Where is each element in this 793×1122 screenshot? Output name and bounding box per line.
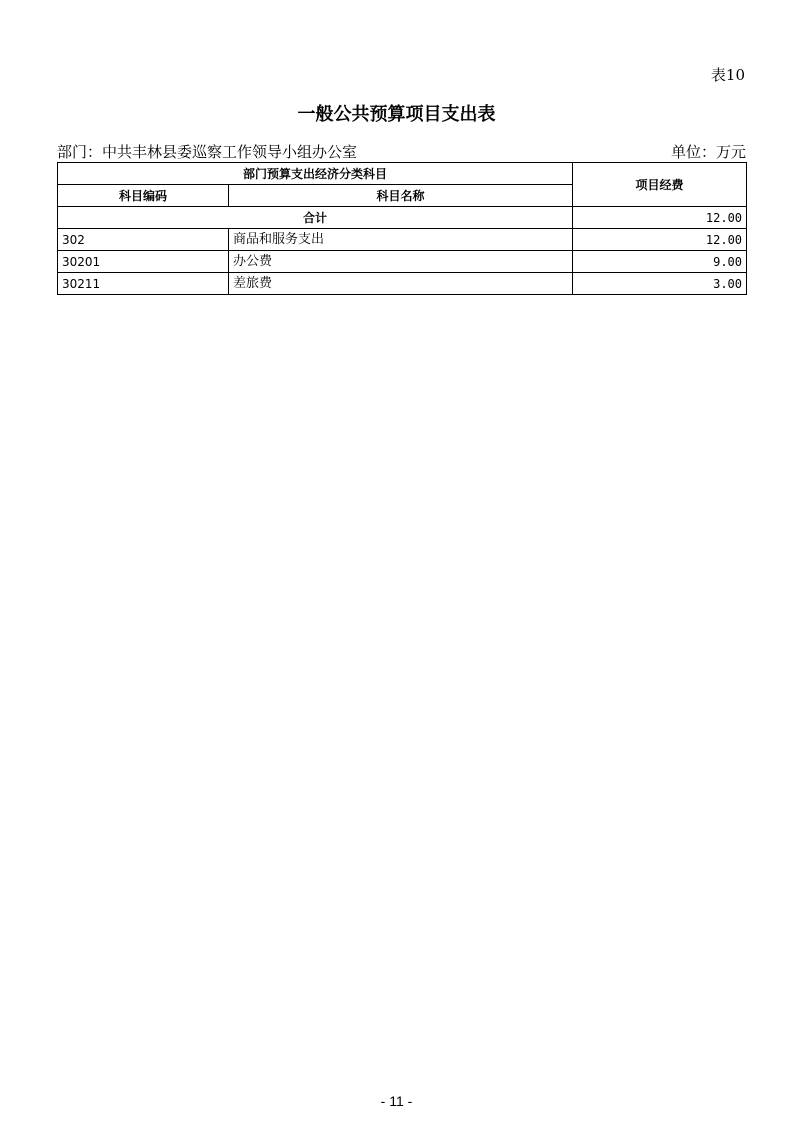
group-header: 部门预算支出经济分类科目 <box>58 163 573 185</box>
code-header: 科目编码 <box>58 185 229 207</box>
total-row <box>58 207 747 229</box>
amount-header: 项目经费 <box>573 163 747 207</box>
table-row <box>58 229 747 251</box>
row-name: 差旅费 <box>229 273 573 295</box>
row-code: 302 <box>58 229 229 251</box>
row-name: 办公费 <box>229 251 573 273</box>
row-code: 30211 <box>58 273 229 295</box>
department-label: 部门：中共丰林县委巡察工作领导小组办公室 <box>57 143 358 161</box>
table-row <box>58 251 747 273</box>
meta-row <box>57 141 746 162</box>
row-amount: 9.00 <box>573 251 747 273</box>
row-code: 30201 <box>58 251 229 273</box>
unit-label: 单位：万元 <box>670 143 746 161</box>
total-label: 合计 <box>58 207 573 229</box>
table-row <box>58 273 747 295</box>
page-title: 一般公共预算项目支出表 <box>297 104 496 125</box>
total-amount: 12.00 <box>573 207 747 229</box>
page-number: - 11 - <box>380 1093 413 1109</box>
budget-table <box>57 162 747 295</box>
table-number: 表10 <box>710 66 745 84</box>
row-amount: 3.00 <box>573 273 747 295</box>
name-header: 科目名称 <box>229 185 573 207</box>
table-header-row-1 <box>58 163 747 185</box>
row-name: 商品和服务支出 <box>229 229 573 251</box>
row-amount: 12.00 <box>573 229 747 251</box>
